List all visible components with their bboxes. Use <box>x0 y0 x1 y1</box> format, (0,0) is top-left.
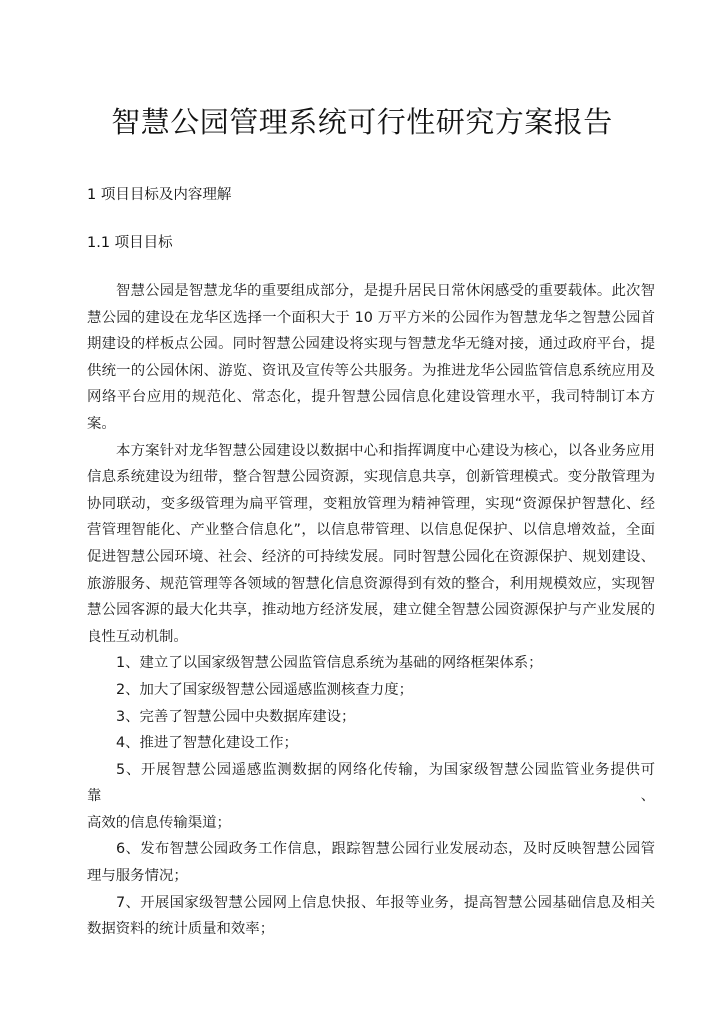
paragraph-9-line-1: 7、开展国家级智慧公园网上信息快报、年报等业务，提高智慧公园基础信息及相关 <box>116 894 655 911</box>
paragraph-1-line-2: 慧公园的建设在龙华区选择一个面积大于 10 万平方米的公园作为智慧龙华之智慧公园首 <box>87 309 655 326</box>
body-text <box>87 278 655 943</box>
section-heading-1: 1 项目目标及内容理解 <box>87 187 232 203</box>
paragraph-9-line-2: 数据资料的统计质量和效率； <box>87 921 275 938</box>
section-heading-1-1: 1.1 项目目标 <box>87 235 173 251</box>
paragraph-8-line-2: 理与服务情况； <box>87 868 188 885</box>
paragraph-3-line-1: 1、建立了以国家级智慧公园监管信息系统为基础的网络框架体系； <box>116 655 543 672</box>
paragraph-1-line-5: 网络平台应用的规范化、常态化，提升智慧公园信息化建设管理水平，我司特制订本方案。 <box>87 389 655 432</box>
paragraph-2-line-1: 本方案针对龙华智慧公园建设以数据中心和指挥调度中心建设为核心，以各业务应用 <box>116 442 655 459</box>
paragraph-7-line-1: 5、开展智慧公园遥感监测数据的网络化传输，为国家级智慧公园监管业务提供可靠、 <box>87 761 655 805</box>
paragraph-2-line-5: 促进智慧公园环境、社会、经济的可持续发展。同时智慧公园化在资源保护、规划建设、 <box>87 548 655 565</box>
paragraph-2-line-8: 良性互动机制。 <box>87 628 188 645</box>
paragraph-8-line-1: 6、发布智慧公园政务工作信息，跟踪智慧公园行业发展动态，及时反映智慧公园管 <box>116 841 655 858</box>
paragraph-6-line-1: 4、推进了智慧化建设工作； <box>116 735 298 752</box>
document-title: 智慧公园管理系统可行性研究方案报告 <box>111 105 613 139</box>
paragraph-5-line-1: 3、完善了智慧公园中央数据库建设； <box>116 708 356 725</box>
paragraph-1-line-3: 期建设的样板点公园。同时智慧公园建设将实现与智慧龙华无缝对接，通过政府平台，提 <box>87 336 655 353</box>
paragraph-1-line-4: 供统一的公园休闲、游览、资讯及宣传等公共服务。为推进龙华公园监管信息系统应用及 <box>87 362 655 379</box>
paragraph-7-line-2: 高效的信息传输渠道； <box>87 814 231 831</box>
paragraph-2-line-6: 旅游服务、规范管理等各领域的智慧化信息资源得到有效的整合，利用规模效应，实现智 <box>87 575 655 592</box>
paragraph-1-line-1: 智慧公园是智慧龙华的重要组成部分，是提升居民日常休闲感受的重要载体。此次智 <box>116 283 655 299</box>
paragraph-2-line-7: 慧公园客源的最大化共享，推动地方经济发展，建立健全智慧公园资源保护与产业发展的 <box>87 602 655 619</box>
paragraph-2-line-4: 营管理智能化、产业整合信息化”，以信息带管理、以信息促保护、以信息增效益，全面 <box>87 522 655 539</box>
paragraph-2-line-3: 协同联动，变多级管理为扁平管理，变粗放管理为精神管理，实现“资源保护智慧化、经 <box>87 495 655 512</box>
paragraph-2-line-2: 信息系统建设为纽带，整合智慧公园资源，实现信息共享，创新管理模式。变分散管理为 <box>87 469 655 486</box>
paragraph-4-line-1: 2、加大了国家级智慧公园遥感监测核查力度； <box>116 681 413 698</box>
